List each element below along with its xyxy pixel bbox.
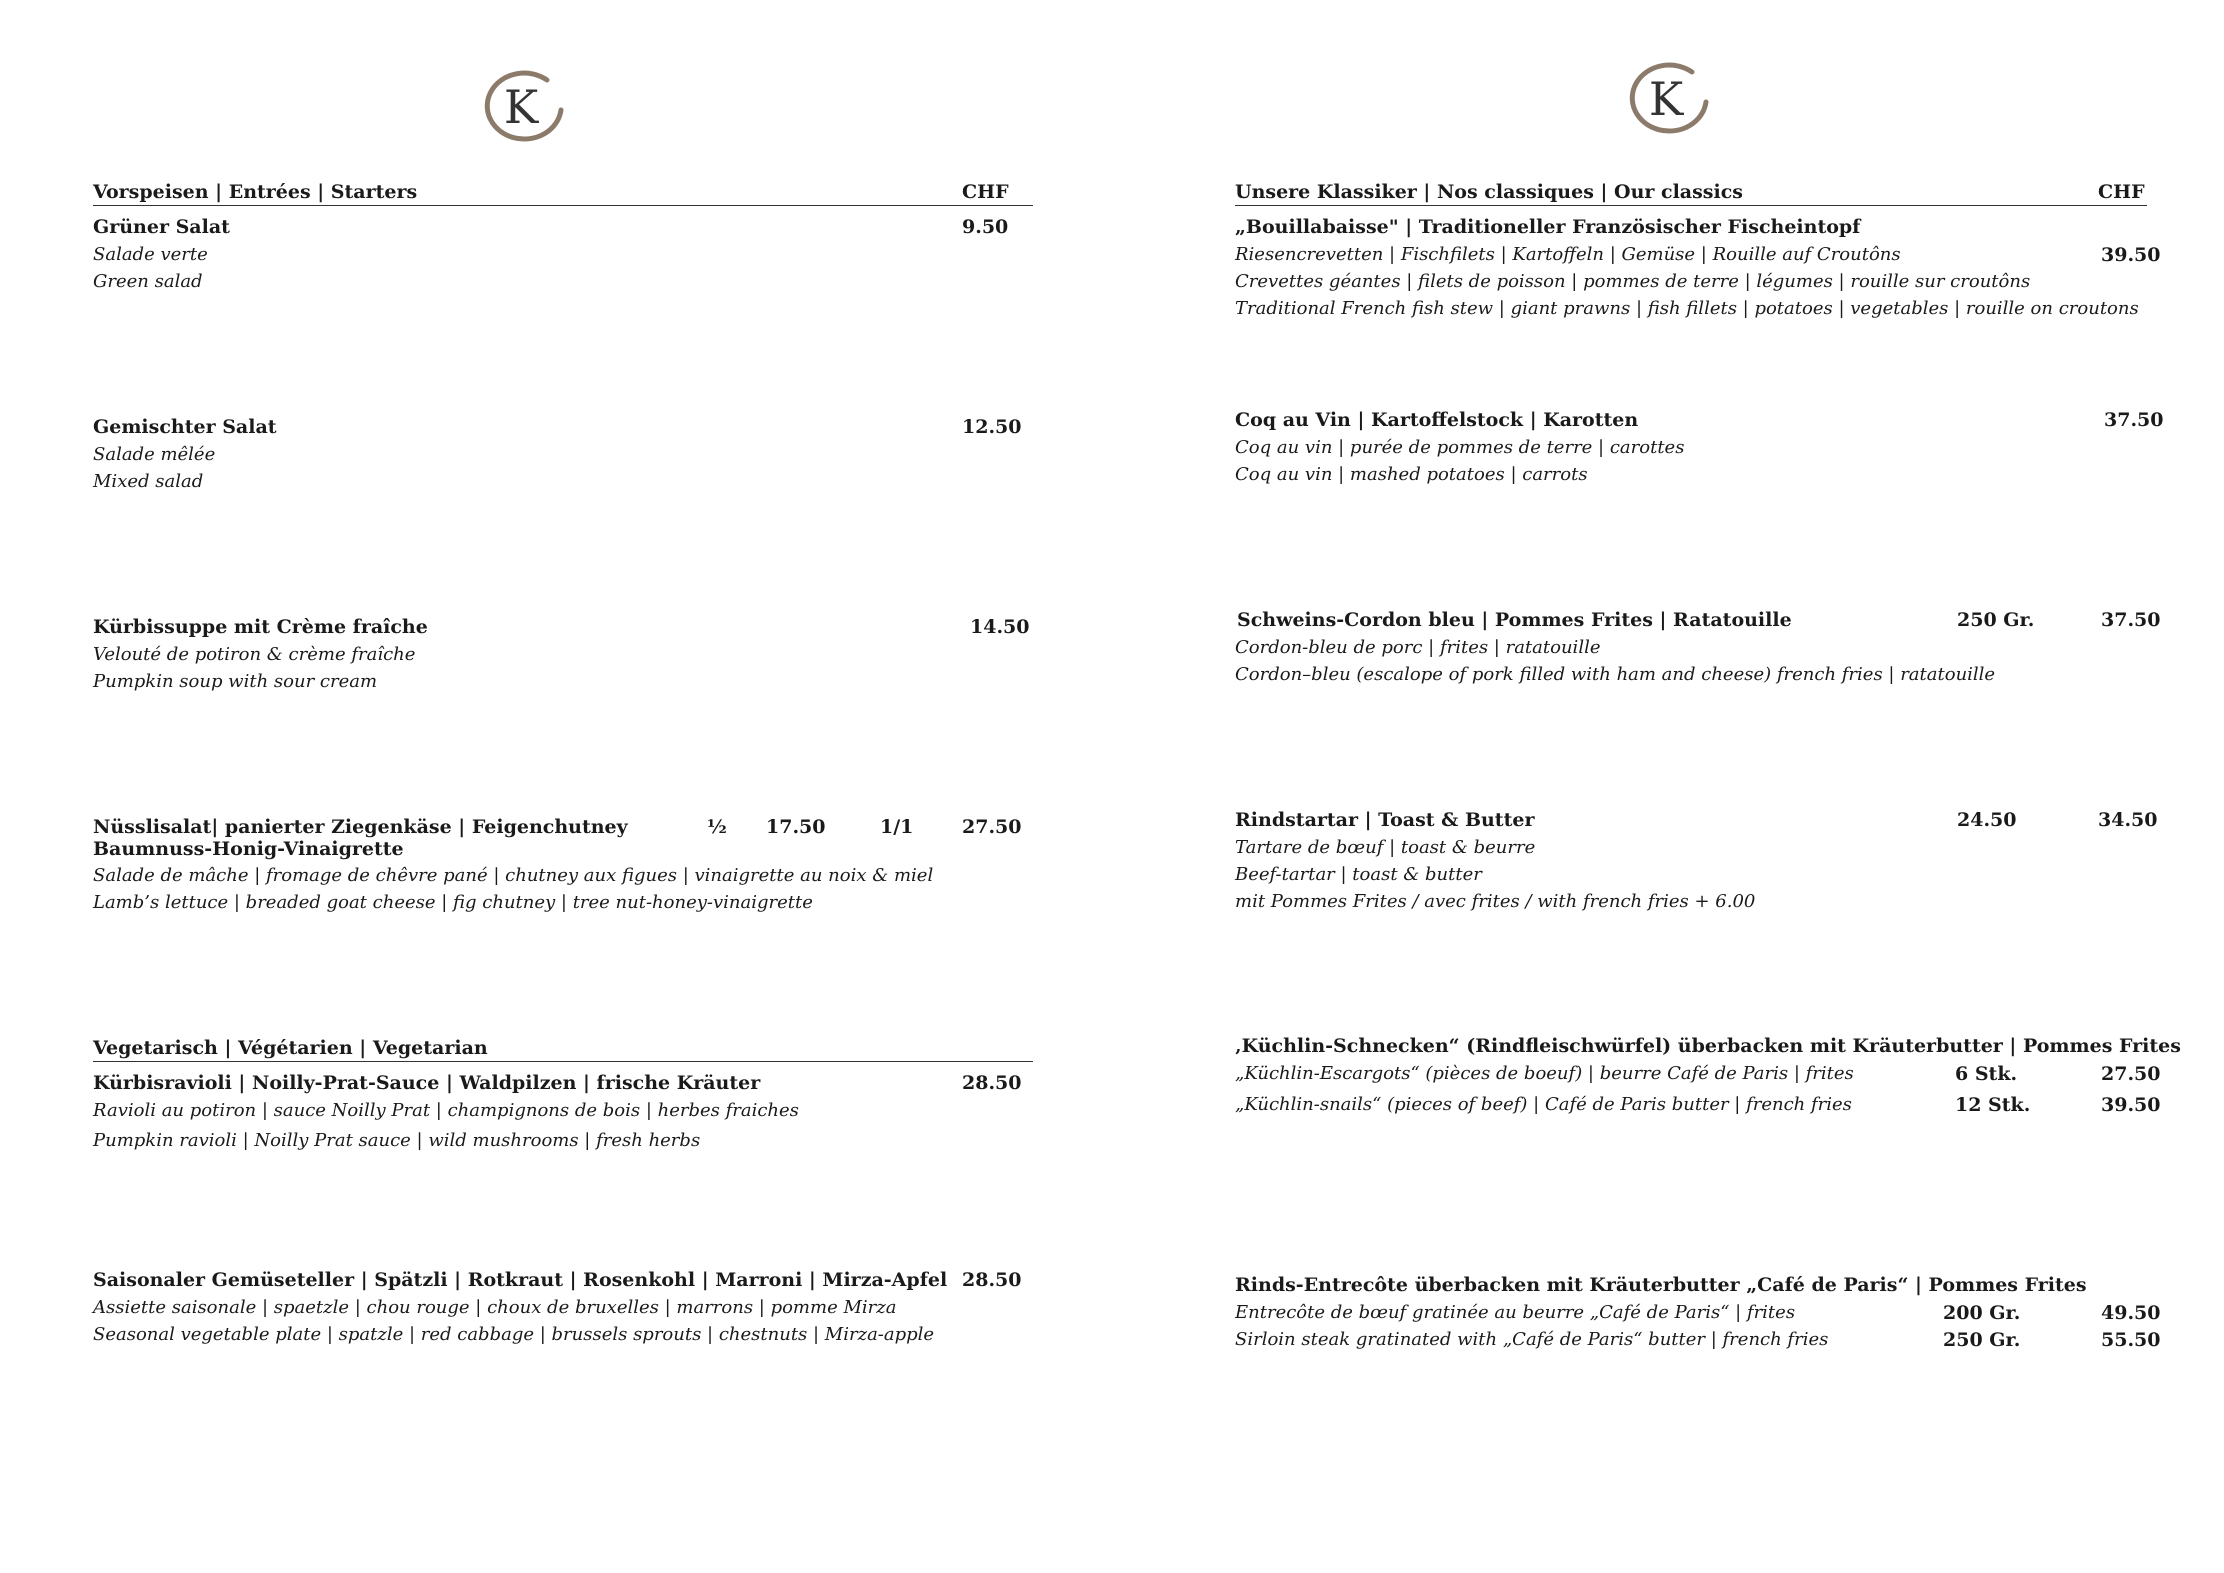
item-price: 9.50 (962, 216, 1009, 238)
item-french: Crevettes géantes | filets de poisson | pommes de terre | légumes | rouille sur croutôns (1235, 271, 2031, 292)
item-price: 27.50 (962, 816, 1022, 838)
item-french: Tartare de bœuf | toast & beurre (1235, 837, 1536, 858)
item-german: Riesencrevetten | Fischfilets | Kartoffeln | Gemüse | Rouille auf Croutôns (1235, 244, 1901, 265)
item-english: Cordon–bleu (escalope of pork filled with ham and cheese) french fries | ratatouille (1235, 664, 1996, 685)
starters-header: Vorspeisen | Entrées | Starters (93, 181, 418, 203)
item-french: Ravioli au potiron | sauce Noilly Prat | champignons de bois | herbes fraiches (93, 1100, 799, 1121)
logo-letter: K (503, 80, 539, 134)
item-english: Coq au vin | mashed potatoes | carrots (1235, 464, 1588, 485)
vegetarian-divider (93, 1061, 1033, 1062)
item-price: 28.50 (962, 1269, 1022, 1291)
item-extra: mit Pommes Frites / avec frites / with french fries + 6.00 (1235, 891, 1756, 912)
item-english: „Küchlin-snails“ (pieces of beef) | Café de Paris butter | french fries (1235, 1094, 1852, 1115)
item-french: Velouté de potiron & crème fraîche (93, 644, 416, 665)
item-price: 12.50 (962, 416, 1022, 438)
item-title: Kürbissuppe mit Crème fraîche (93, 616, 428, 638)
item-size-2: 250 Gr. (1943, 1329, 2021, 1351)
item-price-2: 39.50 (2101, 1094, 2161, 1116)
item-english: Pumpkin soup with sour cream (93, 671, 378, 692)
item-french: Coq au vin | purée de pommes de terre | carottes (1235, 437, 1685, 458)
item-title-line2: Baumnuss-Honig-Vinaigrette (93, 838, 404, 860)
item-title: Kürbisravioli | Noilly-Prat-Sauce | Waldpilzen | frische Kräuter (93, 1072, 761, 1094)
item-title: Schweins-Cordon bleu | Pommes Frites | Ratatouille (1237, 609, 1792, 631)
starters-currency: CHF (962, 181, 1009, 203)
item-title: Gemischter Salat (93, 416, 277, 438)
half-portion-label: ½ (707, 816, 727, 838)
item-size: 250 Gr. (1957, 609, 2035, 631)
item-french: Entrecôte de bœuf gratinée au beurre „Café de Paris“ | frites (1235, 1302, 1796, 1323)
item-english: Lamb’s lettuce | breaded goat cheese | fig chutney | tree nut-honey-vinaigrette (93, 892, 813, 913)
item-price: 39.50 (2101, 244, 2161, 266)
classics-currency: CHF (2098, 181, 2145, 203)
item-english: Green salad (93, 271, 203, 292)
item-price: 14.50 (970, 616, 1030, 638)
restaurant-logo-left (477, 66, 567, 148)
full-portion-label: 1/1 (880, 816, 914, 838)
item-french: Salade mêlée (93, 444, 216, 465)
item-english: Sirloin steak gratinated with „Café de Paris“ butter | french fries (1235, 1329, 1829, 1350)
item-qty-1: 6 Stk. (1955, 1063, 2018, 1085)
item-english: Mixed salad (93, 471, 204, 492)
item-price: 37.50 (2101, 609, 2161, 631)
item-english: Traditional French fish stew | giant prawns | fish fillets | potatoes | vegetables | rouille on croutons (1235, 298, 2139, 319)
item-qty-2: 12 Stk. (1955, 1094, 2031, 1116)
item-french: Assiette saisonale | spaetzle | chou rouge | choux de bruxelles | marrons | pomme Mirza (93, 1297, 897, 1318)
item-title: Rindstartar | Toast & Butter (1235, 809, 1535, 831)
restaurant-logo-right (1622, 58, 1712, 140)
logo-letter: K (1648, 72, 1684, 126)
item-price-1: 27.50 (2101, 1063, 2161, 1085)
item-size-1: 200 Gr. (1943, 1302, 2021, 1324)
vegetarian-header: Vegetarisch | Végétarien | Vegetarian (93, 1037, 488, 1059)
item-french: Cordon-bleu de porc | frites | ratatouille (1235, 637, 1601, 658)
item-french: Salade de mâche | fromage de chêvre pané | chutney aux figues | vinaigrette au noix & miel (93, 865, 934, 886)
item-title: ‚Küchlin-Schnecken“ (Rindfleischwürfel) überbacken mit Kräuterbutter | Pommes Frites (1235, 1035, 2181, 1057)
starters-divider (93, 205, 1033, 206)
item-price: 37.50 (2104, 409, 2164, 431)
item-french: „Küchlin-Escargots“ (pièces de boeuf) | beurre Café de Paris | frites (1235, 1063, 1854, 1084)
item-price-1: 49.50 (2101, 1302, 2161, 1324)
item-title: Coq au Vin | Kartoffelstock | Karotten (1235, 409, 1639, 431)
item-french: Salade verte (93, 244, 208, 265)
item-english: Seasonal vegetable plate | spatzle | red cabbage | brussels sprouts | chestnuts | Mirza-apple (93, 1324, 935, 1345)
item-title: „Bouillabaisse" | Traditioneller Französischer Fischeintopf (1235, 216, 1861, 238)
item-price-2: 55.50 (2101, 1329, 2161, 1351)
item-title: Nüsslisalat| panierter Ziegenkäse | Feigenchutney (93, 816, 628, 838)
item-price: 34.50 (2098, 809, 2158, 831)
item-title: Grüner Salat (93, 216, 230, 238)
item-english: Pumpkin ravioli | Noilly Prat sauce | wild mushrooms | fresh herbs (93, 1130, 701, 1151)
item-price: 28.50 (962, 1072, 1022, 1094)
item-price-small: 24.50 (1957, 809, 2017, 831)
classics-divider (1235, 205, 2147, 206)
classics-header: Unsere Klassiker | Nos classiques | Our classics (1235, 181, 1743, 203)
item-title: Saisonaler Gemüseteller | Spätzli | Rotkraut | Rosenkohl | Marroni | Mirza-Apfel (93, 1269, 948, 1291)
item-english: Beef-tartar | toast & butter (1235, 864, 1482, 885)
item-title: Rinds-Entrecôte überbacken mit Kräuterbutter „Café de Paris“ | Pommes Frites (1235, 1274, 2087, 1296)
half-portion-price: 17.50 (766, 816, 826, 838)
